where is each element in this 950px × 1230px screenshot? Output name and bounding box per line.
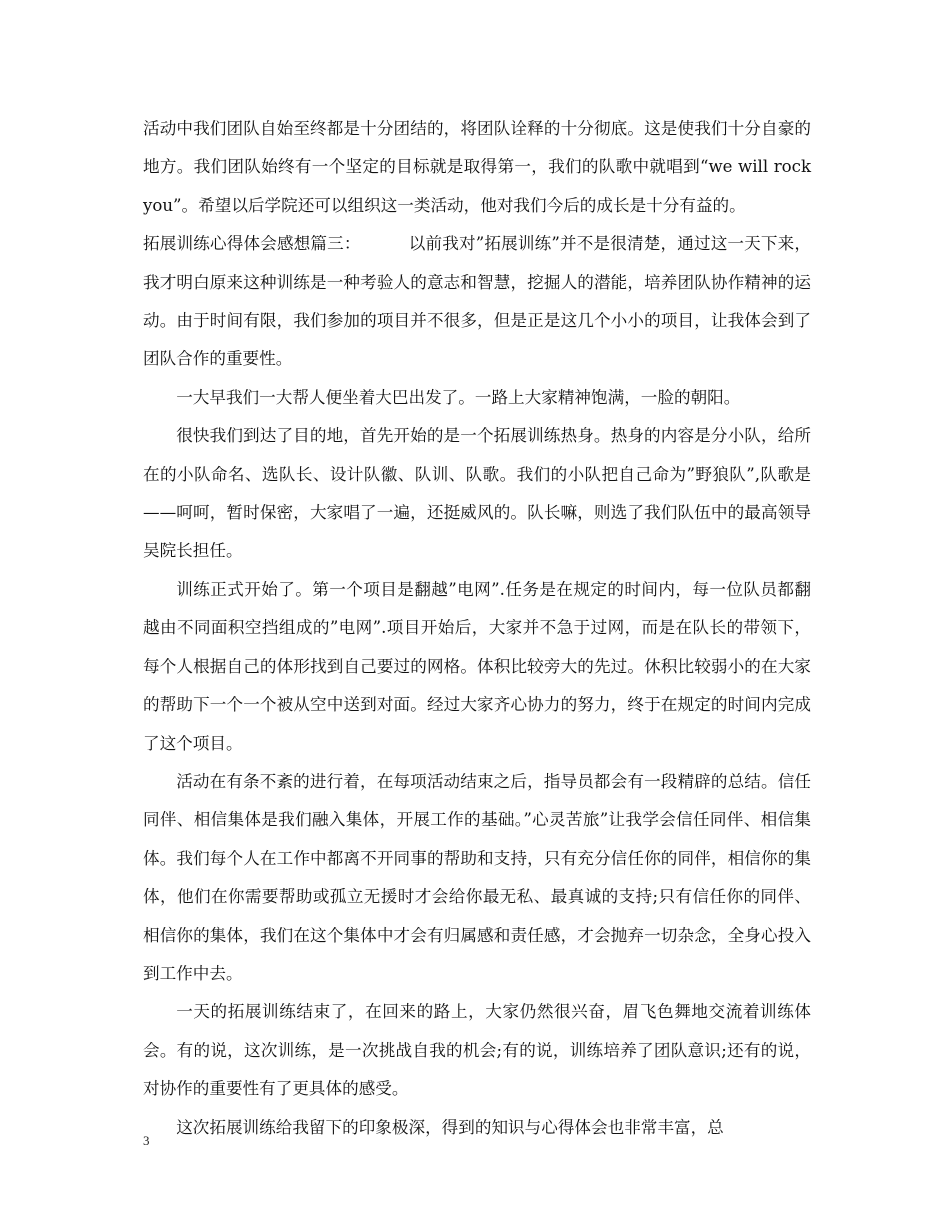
paragraph-3: 一大早我们一大帮人便坐着大巴出发了。一路上大家精神饱满，一脸的朝阳。 xyxy=(176,387,741,407)
document-body xyxy=(143,110,811,1147)
page-number: 3 xyxy=(143,1133,150,1148)
paragraph-1: 活动中我们团队自始至终都是十分团结的，将团队诠释的十分彻底。这是使我们十分自豪的地方。我们团队始终有一个坚定的目标就是取得第一，我们的队歌中就唱到“we will rock you”。希望以后学院还可以组织这一类活动，他对我们今后的成长是十分有益的。 xyxy=(143,119,811,215)
paragraph-7: 一天的拓展训练结束了，在回来的路上，大家仍然很兴奋，眉飞色舞地交流着训练体会。有的说，这次训练，是一次挑战自我的机会;有的说，训练培养了团队意识;还有的说，对协作的重要性有了更具体的感受。 xyxy=(143,1002,811,1099)
paragraph-2 xyxy=(143,225,811,379)
paragraph-5: 训练正式开始了。第一个项目是翻越”电网”.任务是在规定的时间内，每一位队员都翻越由不同面积空挡组成的”电网”.项目开始后，大家并不急于过网，而是在队长的带领下，每个人根据自己的体形找到自己要过的网格。体积比较旁大的先过。休积比较弱小的在大家的帮助下一个一个被从空中送到对面。经过大家齐心协力的努力，终于在规定的时间内完成了这个项目。 xyxy=(143,579,811,753)
section-heading: 拓展训练心得体会感想篇三： xyxy=(143,234,361,254)
paragraph-2-text: 以前我对”拓展训练”并不是很清楚，通过这一天下来，我才明白原来这种训练是一种考验人的意志和智慧，挖掘人的潜能，培养团队协作精神的运动。由于时间有限，我们参加的项目并不很多，但是正是这几个小小的项目，让我体会到了团队合作的重要性。 xyxy=(143,234,811,369)
paragraph-8: 这次拓展训练给我留下的印象极深，得到的知识与心得体会也非常丰富，总 xyxy=(176,1117,724,1137)
paragraph-4: 很快我们到达了目的地，首先开始的是一个拓展训练热身。热身的内容是分小队，给所在的小队命名、选队长、设计队徽、队训、队歌。我们的小队把自己命为”野狼队”,队歌是——呵呵，暂时保密，大家唱了一遍，还挺威风的。队长嘛，则选了我们队伍中的最高领导吴院长担任。 xyxy=(143,426,811,561)
paragraph-6: 活动在有条不紊的进行着，在每项活动结束之后，指导员都会有一段精辟的总结。信任同伴、相信集体是我们融入集体，开展工作的基础。”心灵苦旅”让我学会信任同伴、相信集体。我们每个人在工作中都离不开同事的帮助和支持，只有充分信任你的同伴，相信你的集体，他们在你需要帮助或孤立无援时才会给你最无私、最真诚的支持;只有信任你的同伴、相信你的集体，我们在这个集体中才会有归属感和责任感，才会抛弃一切杂念，全身心投入到工作中去。 xyxy=(143,771,811,983)
